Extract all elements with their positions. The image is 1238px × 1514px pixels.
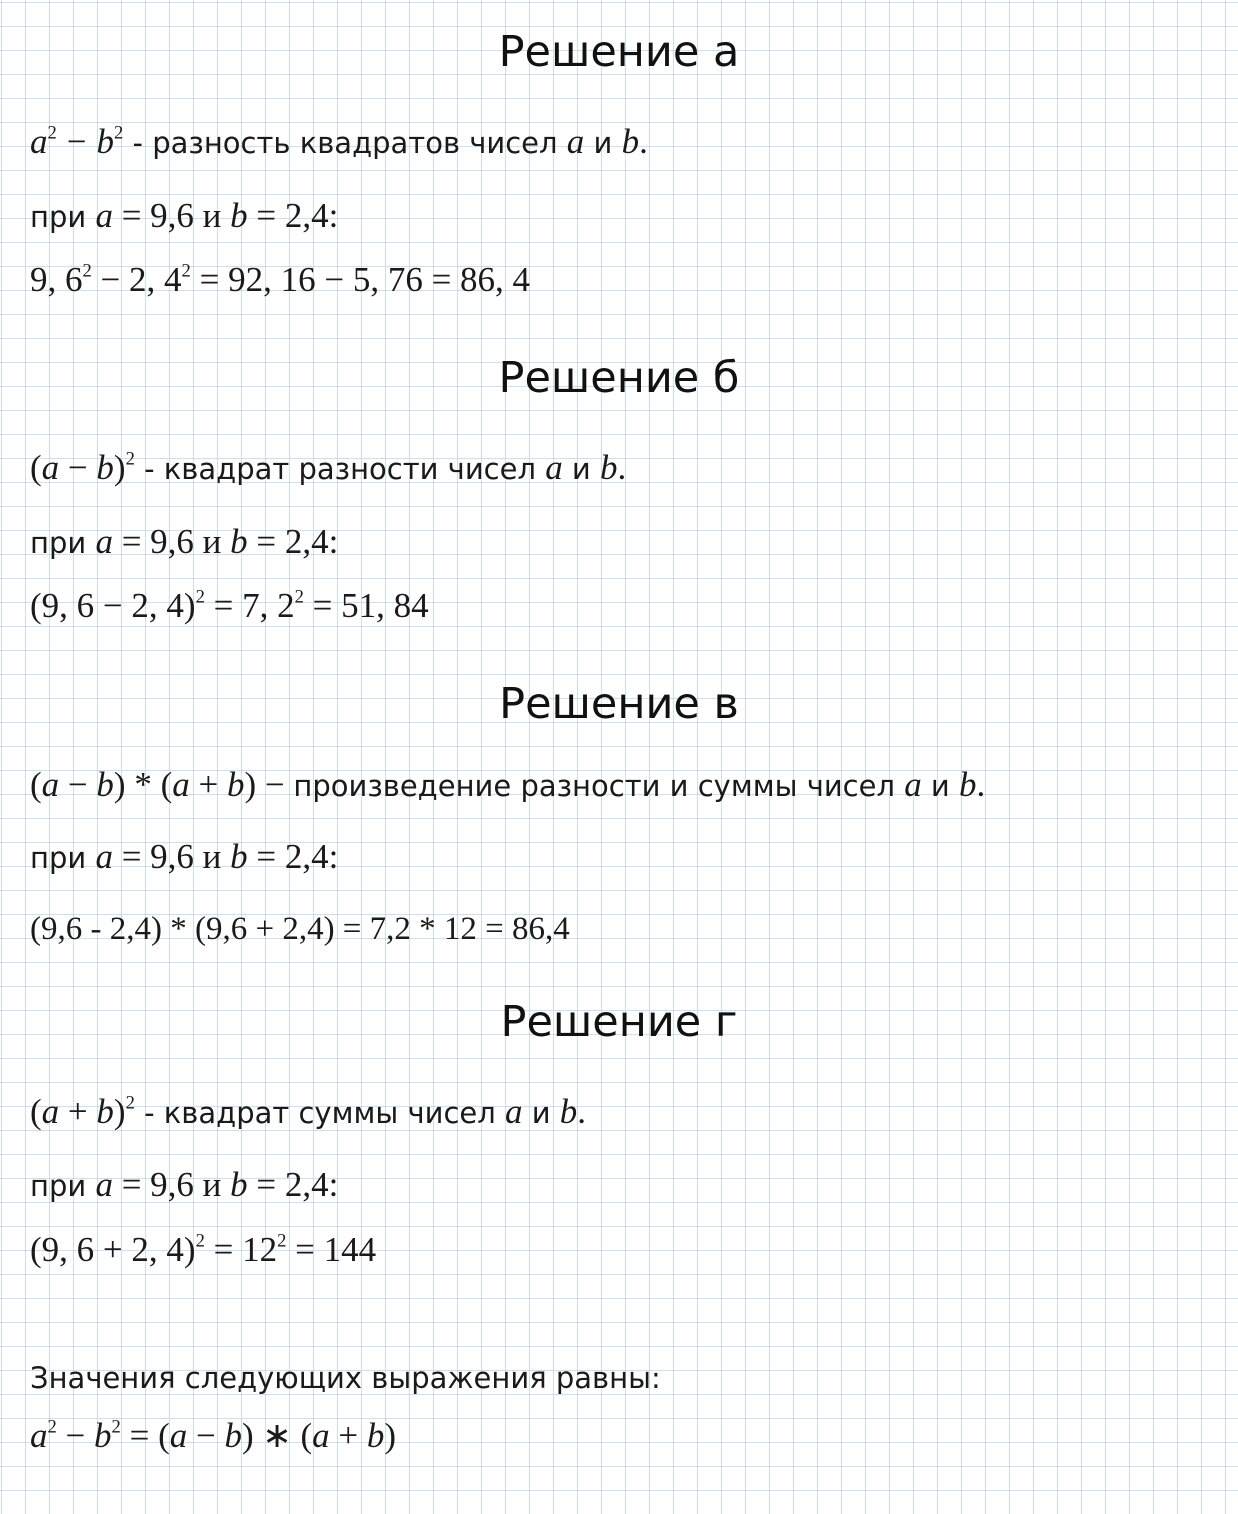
condition-value-b: = 2,4:	[247, 837, 339, 876]
math-var-a: a	[95, 837, 113, 876]
math-operator: −	[56, 1416, 95, 1455]
conjunction: и	[562, 452, 601, 486]
definition-text: - разность квадратов чисел	[123, 126, 567, 160]
paren: (	[160, 765, 173, 804]
definition-text: произведение разности и суммы чисел	[293, 769, 905, 803]
condition-g	[30, 1163, 338, 1209]
calc-plain: (9,6 - 2,4) * (9,6 + 2,4) = 7,2 * 12 = 86,4	[30, 911, 570, 947]
math-operator: −	[187, 1416, 225, 1455]
math-var-b: b	[959, 765, 977, 804]
calc-part: (9, 6 + 2, 4)	[30, 1230, 196, 1269]
definition-text: - квадрат суммы чисел	[134, 1096, 505, 1130]
conjunction: и	[522, 1096, 560, 1130]
definition-v	[30, 763, 985, 809]
condition-v	[30, 835, 338, 881]
definition-text: - квадрат разности чисел	[134, 452, 546, 486]
paren: (	[30, 448, 42, 487]
calc-result: = 51, 84	[303, 586, 429, 625]
math-var-a: a	[41, 765, 60, 804]
calc-result: = 144	[286, 1230, 377, 1269]
exponent: 2	[82, 260, 92, 282]
math-var-a: a	[169, 1416, 188, 1455]
paren: (	[30, 765, 42, 804]
conclusion-label: Значения следующих выражения равны:	[30, 1361, 661, 1395]
math-operator: −	[59, 448, 97, 487]
condition-value-a: = 9,6 и	[112, 522, 231, 561]
math-var-a: a	[95, 1165, 113, 1204]
math-var-b: b	[226, 765, 245, 804]
math-var-a: a	[41, 1092, 60, 1131]
condition-value-b: = 2,4:	[247, 522, 339, 561]
exponent: 2	[195, 1230, 205, 1252]
math-operator: = (	[120, 1416, 170, 1455]
math-var-b: b	[230, 837, 248, 876]
heading-solution-g: Решение г	[500, 997, 738, 1047]
math-var-a: a	[504, 1092, 523, 1131]
condition-value-a: = 9,6 и	[112, 1165, 231, 1204]
calc-part: = 12	[204, 1230, 278, 1269]
math-operator: −	[59, 765, 97, 804]
math-var-b: b	[559, 1092, 578, 1131]
period: .	[577, 1092, 587, 1131]
condition-value-b: = 2,4:	[247, 1165, 339, 1204]
calc-part: (9, 6 − 2, 4)	[30, 586, 196, 625]
heading-solution-v: Решение в	[499, 679, 739, 729]
exponent: 2	[195, 586, 205, 608]
math-var-a: a	[30, 1416, 48, 1455]
math-var-b: b	[621, 122, 640, 161]
calc-part: = 7, 2	[204, 586, 295, 625]
math-operator: ) ∗ (	[242, 1416, 313, 1455]
math-var-a: a	[30, 122, 48, 161]
condition-value-b: = 2,4:	[247, 196, 339, 235]
period: .	[617, 448, 627, 487]
paren: )	[113, 448, 126, 487]
condition-b	[30, 520, 338, 566]
condition-prefix: при	[30, 526, 96, 560]
calc-part: 9, 6	[30, 260, 83, 299]
paren: )	[113, 1092, 126, 1131]
definition-a	[30, 120, 648, 166]
math-var-a: a	[95, 196, 113, 235]
definition-b	[30, 446, 626, 492]
math-var-b: b	[366, 1416, 385, 1455]
conclusion-formula	[30, 1414, 396, 1460]
math-var-b: b	[230, 196, 248, 235]
math-operator: −	[66, 122, 87, 161]
exponent: 2	[125, 448, 135, 470]
math-var-a: a	[545, 448, 563, 487]
exponent: 2	[47, 1416, 57, 1438]
condition-value-a: = 9,6 и	[112, 196, 231, 235]
math-var-a: a	[904, 765, 922, 804]
math-var-a: a	[312, 1416, 330, 1455]
exponent: 2	[114, 122, 124, 144]
exponent: 2	[111, 1416, 121, 1438]
math-var-b: b	[96, 765, 114, 804]
math-var-b: b	[94, 1416, 112, 1455]
conjunction: и	[584, 126, 622, 160]
paren: (	[30, 1092, 42, 1131]
period: .	[639, 122, 648, 161]
calc-part: − 2, 4	[91, 260, 182, 299]
math-operator: +	[329, 1416, 367, 1455]
math-var-a: a	[566, 122, 585, 161]
exponent: 2	[125, 1092, 135, 1114]
math-var-b: b	[600, 448, 618, 487]
math-var-b: b	[230, 1165, 248, 1204]
calc-result: = 92, 16 − 5, 76 = 86, 4	[190, 260, 531, 299]
paren: ) −	[244, 765, 294, 804]
calculation-v	[30, 907, 570, 952]
exponent: 2	[181, 260, 191, 282]
condition-a	[30, 194, 338, 240]
heading-solution-a: Решение а	[498, 27, 740, 77]
exponent: 2	[294, 586, 304, 608]
math-var-b: b	[96, 1092, 114, 1131]
math-var-b: b	[224, 1416, 242, 1455]
math-var-a: a	[41, 448, 60, 487]
conjunction: и	[921, 769, 960, 803]
period: .	[976, 765, 986, 804]
math-var-b: b	[96, 122, 115, 161]
calculation-a	[30, 258, 530, 304]
exponent: 2	[277, 1230, 287, 1252]
calculation-b	[30, 584, 429, 630]
conclusion-text	[30, 1356, 661, 1401]
math-operator: +	[59, 1092, 97, 1131]
heading-solution-b: Решение б	[498, 353, 740, 403]
calculation-g	[30, 1228, 376, 1274]
paren: )	[113, 765, 126, 804]
math-var-a: a	[172, 765, 190, 804]
condition-prefix: при	[30, 1169, 96, 1203]
math-operator: +	[189, 765, 227, 804]
math-var-b: b	[230, 522, 248, 561]
multiply-sign: *	[125, 765, 161, 804]
exponent: 2	[47, 122, 57, 144]
condition-prefix: при	[30, 841, 96, 875]
condition-value-a: = 9,6 и	[112, 837, 231, 876]
math-var-a: a	[95, 522, 113, 561]
condition-prefix: при	[30, 200, 96, 234]
math-var-b: b	[96, 448, 114, 487]
definition-g	[30, 1090, 586, 1136]
paren: )	[384, 1416, 397, 1455]
